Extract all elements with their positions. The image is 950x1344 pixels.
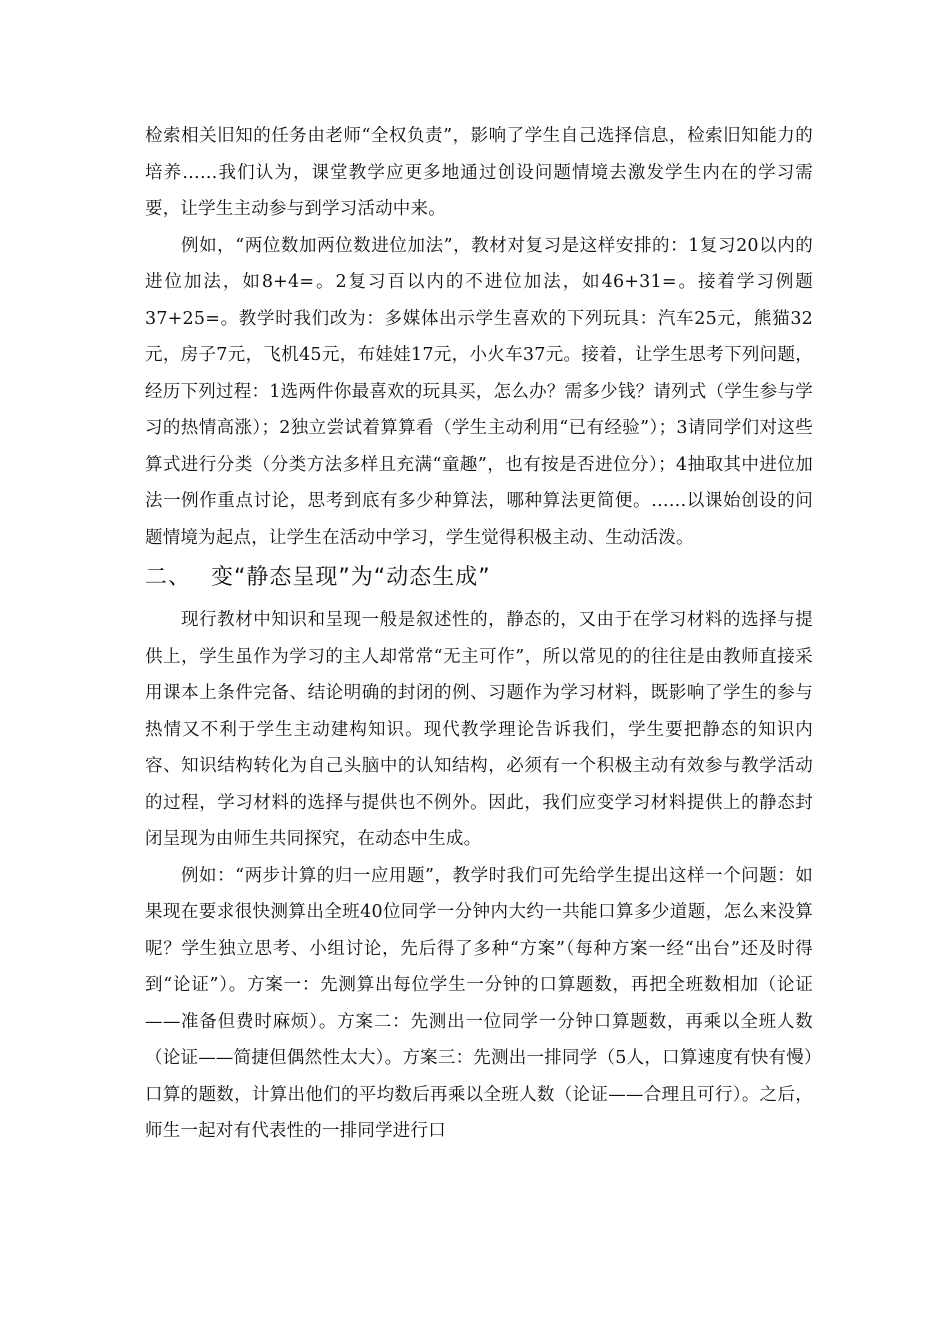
section-number: 二、 bbox=[145, 565, 192, 590]
paragraph-4: 例如：“两步计算的归一应用题”，教学时我们可先给学生提出这样一个问题：如果现在要求很快测算出全班40位同学一分钟内大约一共能口算多少道题，怎么来没算呢？学生独立思考、小组讨论，先后得了多种“方案”（每种方案一经“出台”还及时得到“论证”）。方案一：先测算出每位学生一分钟的口算题数，再把全班数相加（论证——准备但费时麻烦）。方案二：先测出一位同学一分钟口算题数，再乘以全班人数（论证——简捷但偶然性太大）。方案三：先测出一排同学（5人，口算速度有快有慢）口算的题数，计算出他们的平均数后再乘以全班人数（论证——合理且可行）。之后，师生一起对有代表性的一排同学进行口 bbox=[145, 865, 813, 1141]
paragraph-2: 例如，“两位数加两位数进位加法”，教材对复习是这样安排的：1复习20以内的进位加法，如8+4=。2复习百以内的不进位加法，如46+31=。接着学习例题37+25=。教学时我们改为：多媒体出示学生喜欢的下列玩具：汽车25元，熊猫32元，房子7元，飞机45元，布娃娃17元，小火车37元。接着，让学生思考下列问题，经历下列过程：1选两件你最喜欢的玩具买，怎么办？需多少钱？请列式（学生参与学习的热情高涨）；2独立尝试着算算看（学生主动利用“已有经验”）；3请同学们对这些算式进行分类（分类方法多样且充满“童趣”，也有按是否进位分）；4抽取其中进位加法一例作重点讨论，思考到底有多少种算法，哪种算法更简便。……以课始创设的问题情境为起点，让学生在活动中学习，学生觉得积极主动、生动活泼。 bbox=[145, 235, 813, 548]
document-body bbox=[145, 118, 813, 1150]
section-title: 变“静态呈现”为“动态生成” bbox=[211, 565, 491, 590]
section-heading bbox=[145, 558, 813, 598]
paragraph-1: 检索相关旧知的任务由老师“全权负责”，影响了学生自己选择信息，检索旧知能力的培养……我们认为，课堂教学应更多地通过创设问题情境去激发学生内在的学习需要，让学生主动参与到学习活动中来。 bbox=[145, 126, 813, 219]
paragraph-3: 现行教材中知识和呈现一般是叙述性的，静态的，又由于在学习材料的选择与提供上，学生虽作为学习的主人却常常“无主可作”，所以常见的的往往是由教师直接采用课本上条件完备、结论明确的封闭的例、习题作为学习材料，既影响了学生的参与热情又不利于学生主动建构知识。现代教学理论告诉我们，学生要把静态的知识内容、知识结构转化为自己头脑中的认知结构，必须有一个积极主动有效参与教学活动的过程，学习材料的选择与提供也不例外。因此，我们应变学习材料提供上的静态封闭呈现为由师生共同探究，在动态中生成。 bbox=[145, 610, 813, 849]
